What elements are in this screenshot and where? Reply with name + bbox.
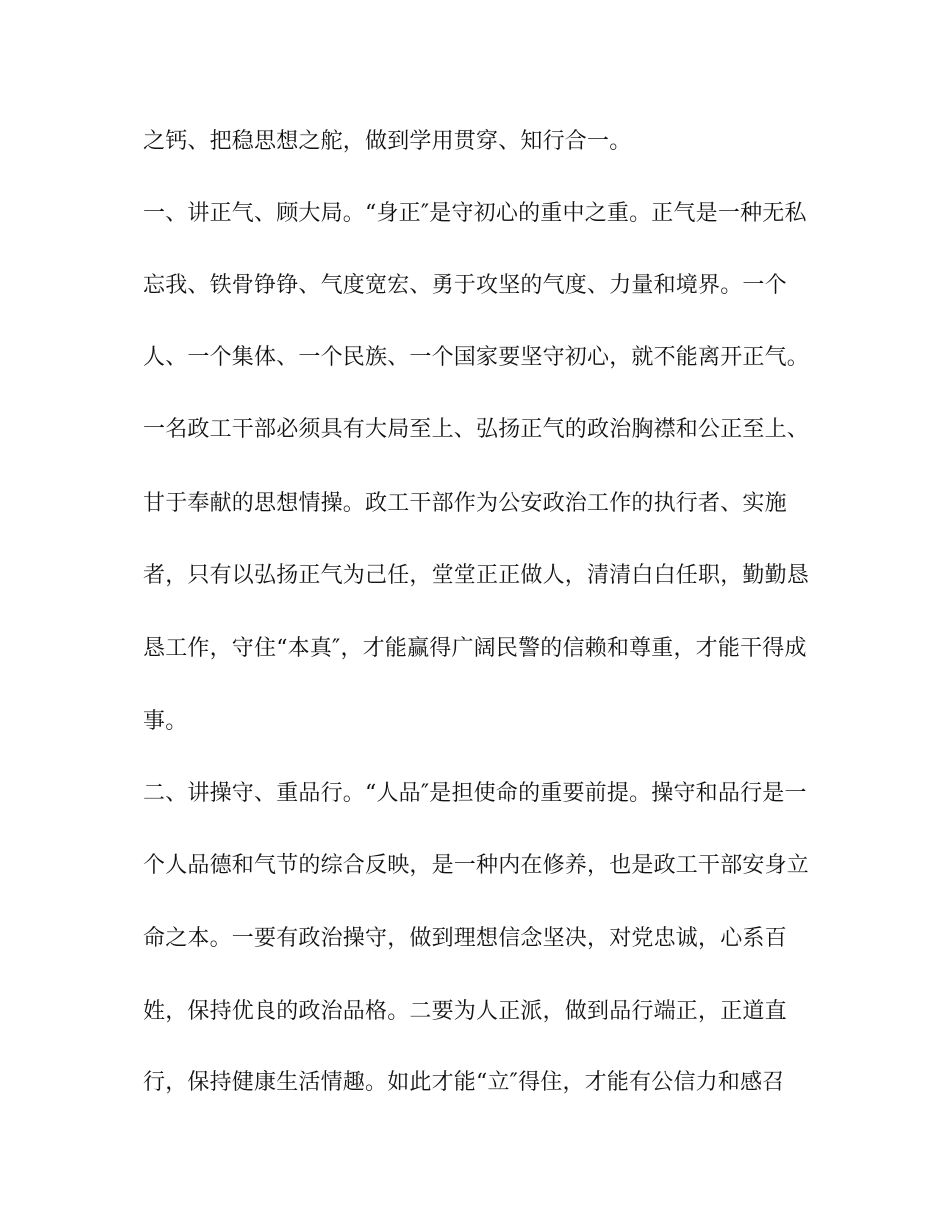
text-line: 者，只有以弘扬正气为己任，堂堂正正做人，清清白白任职，勤勤恳: [143, 563, 810, 588]
text-line: 个人品德和气节的综合反映，是一种内在修养，也是政工干部安身立: [143, 853, 810, 878]
text-line: 行，保持健康生活情趣。如此才能“立″得住，才能有公信力和感召: [143, 1070, 785, 1095]
text-line: 一名政工干部必须具有大局至上、弘扬正气的政治胸襟和公正至上、: [143, 417, 810, 442]
text-line: 一、讲正气、顾大局。“身正″是守初心的重中之重。正气是一种无私: [143, 201, 807, 226]
text-line: 姓，保持优良的政治品格。二要为人正派，做到品行端正，正道直: [143, 999, 787, 1024]
text-line: 命之本。一要有政治操守，做到理想信念坚决，对党忠诚，心系百: [143, 926, 787, 951]
text-line: 人、一个集体、一个民族、一个国家要坚守初心，就不能离开正气。: [143, 345, 810, 370]
text-line: 之钙、把稳思想之舵，做到学用贯穿、知行合一。: [143, 129, 632, 154]
text-line: 忘我、铁骨铮铮、气度宽宏、勇于攻坚的气度、力量和境界。一个: [143, 273, 787, 298]
text-line: 事。: [143, 709, 188, 734]
text-line: 二、讲操守、重品行。“人品″是担使命的重要前提。操守和品行是一: [143, 781, 807, 806]
text-line: 恳工作，守住“本真″，才能赢得广阔民警的信赖和尊重，才能干得成: [143, 636, 807, 661]
text-line: 甘于奉献的思想情操。政工干部作为公安政治工作的执行者、实施: [143, 491, 787, 516]
